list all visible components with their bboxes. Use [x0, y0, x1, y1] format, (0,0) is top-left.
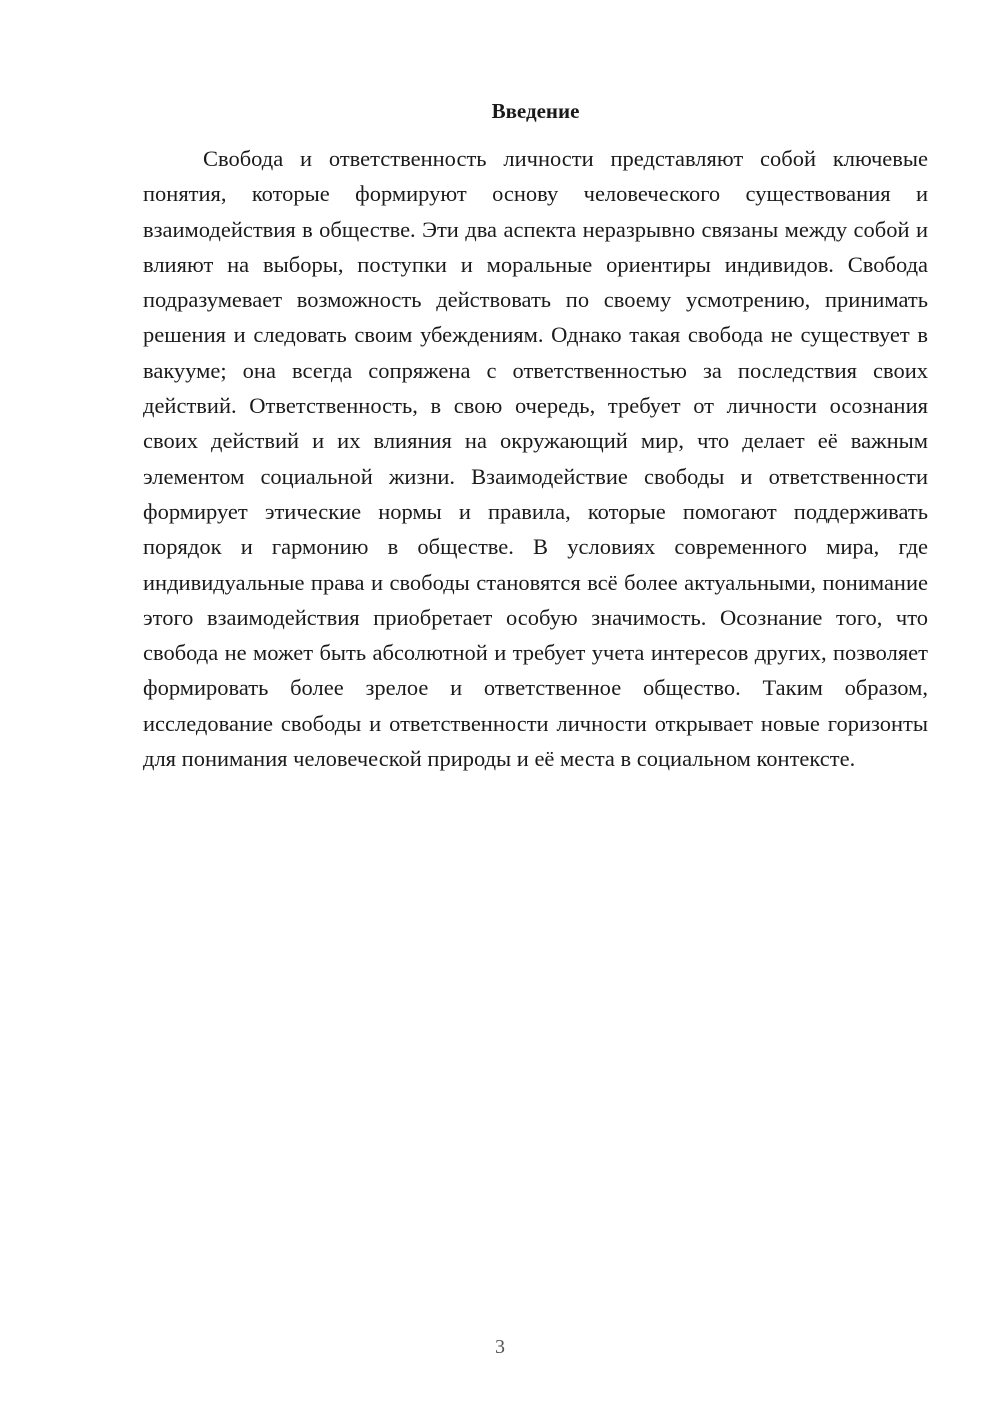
body-paragraph: Свобода и ответственность личности представляют собой ключевые понятия, которые формируют основу человеческого существования и взаимодействия в обществе. Эти два аспекта неразрывно связаны между собой и влияют на выборы, поступки и моральные ориентиры индивидов. Свобода подразумевает возможность действовать по своему усмотрению, принимать решения и следовать своим убеждениям. Однако такая свобода не существует в вакууме; она всегда сопряжена с ответственностью за последствия своих действий. Ответственность, в свою очередь, требует от личности осознания своих действий и их влияния на окружающий мир, что делает её важным элементом социальной жизни. Взаимодействие свободы и ответственности формирует этические нормы и правила, которые помогают поддерживать порядок и гармонию в обществе. В условиях современного мира, где индивидуальные права и свободы становятся всё более актуальными, понимание этого взаимодействия приобретает особую значимость. Осознание того, что свобода не может быть абсолютной и требует учета интересов других, позволяет формировать более зрелое и ответственное общество. Таким образом, исследование свободы и ответственности личности открывает новые горизонты для понимания человеческой природы и её места в социальном контексте. — [143, 146, 928, 772]
section-heading: Введение — [491, 99, 580, 123]
page-number: 3 — [495, 1336, 505, 1358]
